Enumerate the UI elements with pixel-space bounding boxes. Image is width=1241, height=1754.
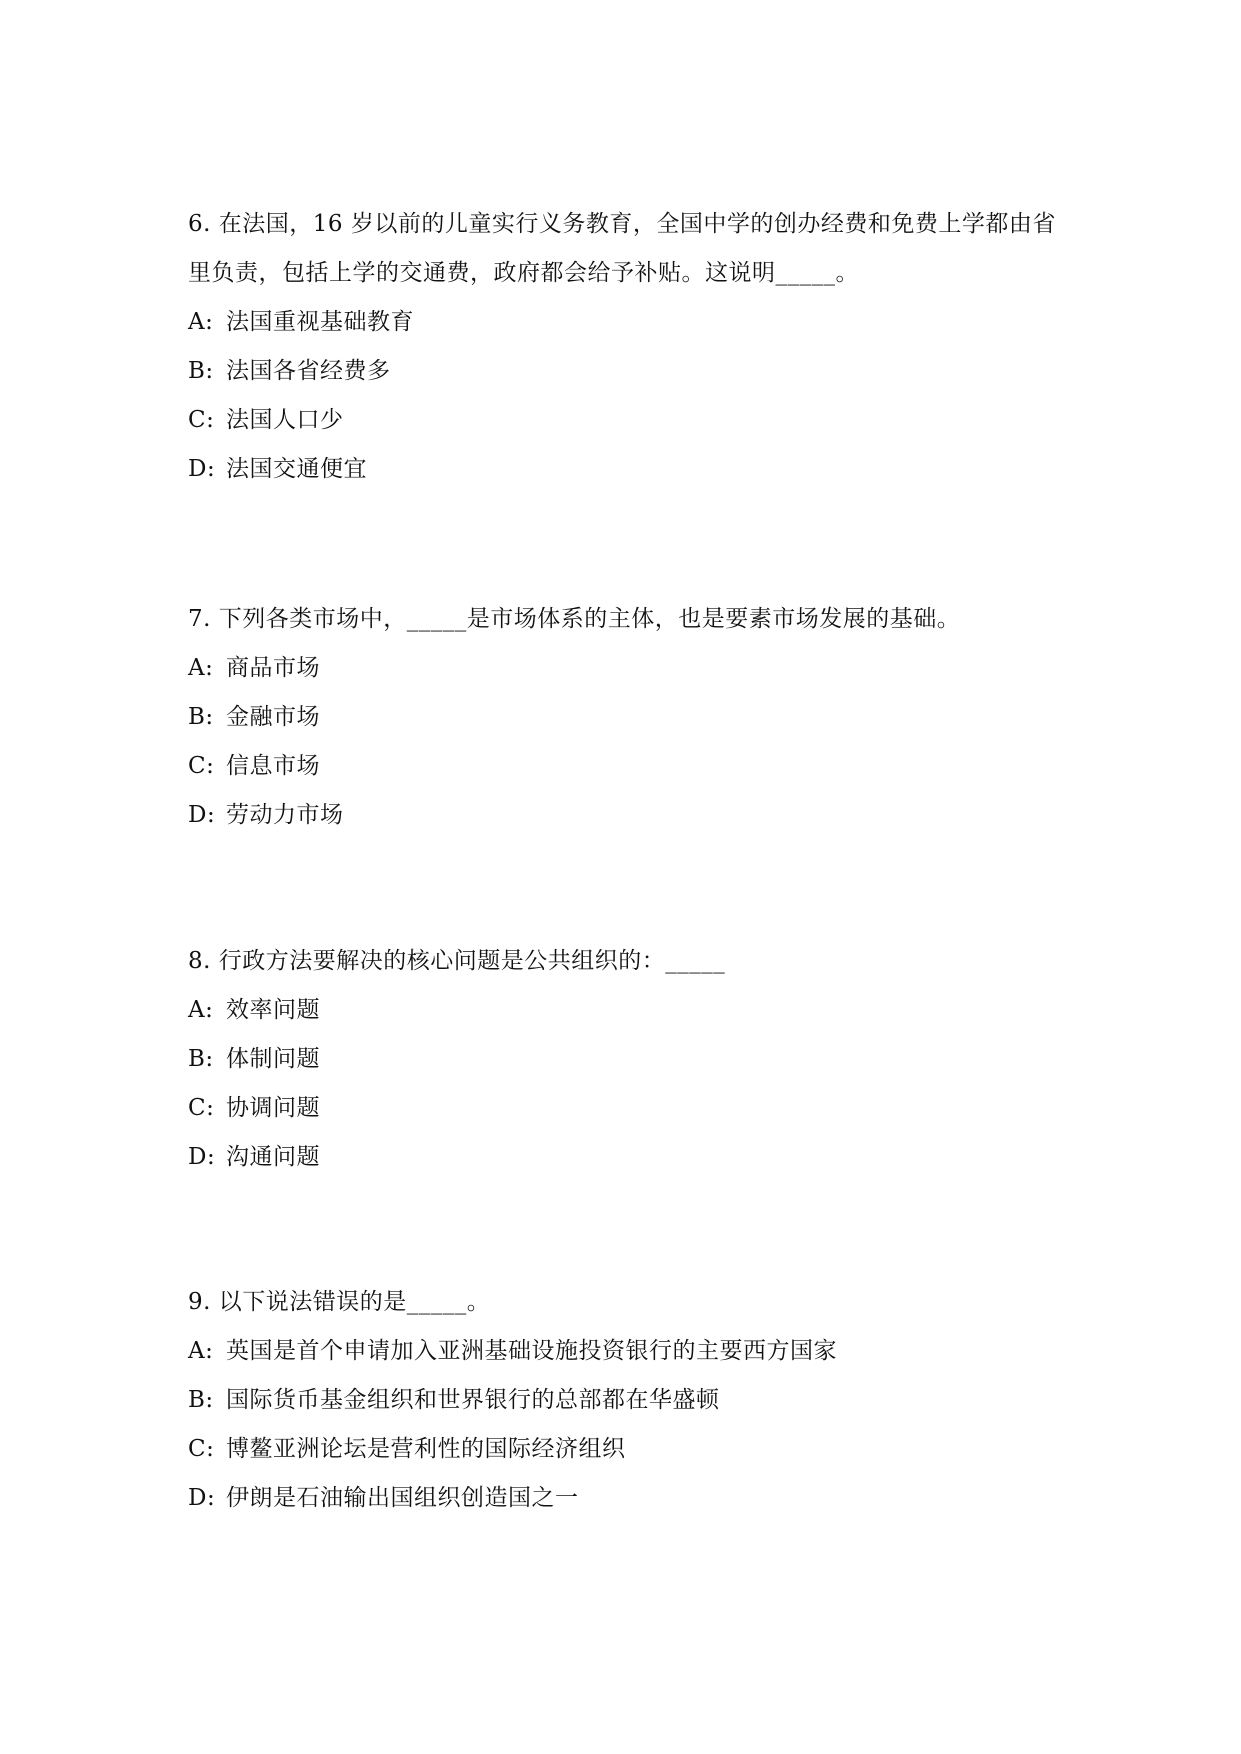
option-d [188, 445, 1068, 494]
option-letter: A: [188, 309, 214, 335]
option-b [188, 1376, 1068, 1425]
option-c [188, 1084, 1068, 1133]
option-text: 法国重视基础教育 [226, 309, 414, 335]
option-c [188, 742, 1068, 791]
option-letter: A: [188, 1338, 214, 1364]
option-text: 协调问题 [226, 1095, 320, 1121]
question-stem: 6. 在法国，16 岁以前的儿童实行义务教育，全国中学的创办经费和免费上学都由省里负责，包括上学的交通费，政府都会给予补贴。这说明_____。 [188, 211, 1056, 286]
question-6 [188, 200, 1068, 494]
question-stem: 7. 下列各类市场中，_____是市场体系的主体，也是要素市场发展的基础。 [188, 606, 961, 632]
option-letter: B: [188, 358, 214, 384]
option-text: 国际货币基金组织和世界银行的总部都在华盛顿 [226, 1387, 720, 1413]
option-text: 商品市场 [226, 655, 320, 681]
option-letter: C: [188, 1436, 215, 1462]
option-letter: C: [188, 753, 215, 779]
option-c [188, 1425, 1068, 1474]
question-stem: 8. 行政方法要解决的核心问题是公共组织的：_____ [188, 948, 726, 974]
option-letter: C: [188, 1095, 215, 1121]
option-text: 沟通问题 [226, 1144, 320, 1170]
question-9 [188, 1278, 1068, 1523]
option-letter: B: [188, 1046, 214, 1072]
option-letter: A: [188, 997, 214, 1023]
option-letter: D: [188, 1144, 216, 1170]
option-text: 英国是首个申请加入亚洲基础设施投资银行的主要西方国家 [226, 1338, 837, 1364]
option-d [188, 1474, 1068, 1523]
option-letter: D: [188, 456, 216, 482]
option-text: 伊朗是石油输出国组织创造国之一 [226, 1485, 579, 1511]
option-text: 法国人口少 [226, 407, 344, 433]
question-7 [188, 595, 1068, 840]
option-a [188, 1327, 1068, 1376]
option-letter: C: [188, 407, 215, 433]
option-c [188, 396, 1068, 445]
option-text: 体制问题 [226, 1046, 320, 1072]
option-text: 金融市场 [226, 704, 320, 730]
option-letter: B: [188, 1387, 214, 1413]
option-b [188, 693, 1068, 742]
question-stem: 9. 以下说法错误的是_____。 [188, 1289, 491, 1315]
option-text: 劳动力市场 [226, 802, 344, 828]
option-text: 法国交通便宜 [226, 456, 367, 482]
option-b [188, 1035, 1068, 1084]
option-letter: D: [188, 802, 216, 828]
option-text: 信息市场 [226, 753, 320, 779]
option-letter: A: [188, 655, 214, 681]
option-d [188, 791, 1068, 840]
option-a [188, 298, 1068, 347]
option-d [188, 1133, 1068, 1182]
option-letter: B: [188, 704, 214, 730]
option-a [188, 986, 1068, 1035]
option-a [188, 644, 1068, 693]
option-letter: D: [188, 1485, 216, 1511]
option-text: 法国各省经费多 [226, 358, 391, 384]
option-text: 博鳌亚洲论坛是营利性的国际经济组织 [226, 1436, 626, 1462]
question-8 [188, 937, 1068, 1182]
option-text: 效率问题 [226, 997, 320, 1023]
option-b [188, 347, 1068, 396]
